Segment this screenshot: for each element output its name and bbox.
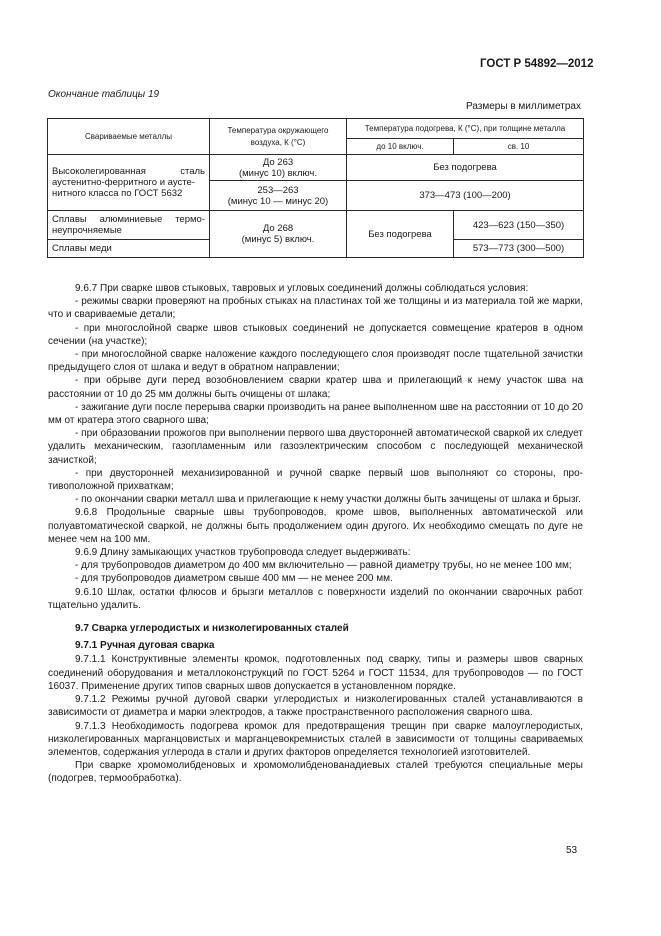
paragraph: 9.6.10 Шлак, остатки флюсов и брызги металлов с поверхности изделий по окончании сварочных работ тщательно удалить. <box>48 586 583 611</box>
high-alloy-metal-word-2: сталь <box>180 166 205 177</box>
aluminium-metal-rest: неупрочняемые <box>52 225 122 236</box>
paragraph: - при многослойной сварке швов стыковых соединений не допускается совмещение кратеров в одном сечении (на участке); <box>48 322 583 347</box>
table-caption: Окончание таблицы 19 <box>48 89 160 100</box>
paragraph: 9.6.7 При сварке швов стыковых, тавровых и угловых соединений должны соблюдаться условия: <box>75 283 529 294</box>
header-ambient-temperature: Температура окружающего воздуха, К (°С) <box>210 119 347 155</box>
aluminium-ambient-line-1: До 268 <box>262 223 294 234</box>
paragraph: 9.7.1.2 Режимы ручной дуговой сварки углеродистых и низколегированных сталей устанавливаются в зависимости от диаметра и марки электродов, а также пространственного расположения сварного шва. <box>48 694 583 719</box>
aluminium-metal-word-3: термо- <box>175 214 205 225</box>
paragraph: - режимы сварки проверяют на пробных стыках на пластинах той же толщины и из материала той же марки, что и свариваемые детали; <box>48 296 583 321</box>
paragraph: - для трубопроводов диаметром свыше 400 мм — не менее 200 мм. <box>75 573 393 585</box>
paragraph: - для трубопроводов диаметром до 400 мм включительно — равной диаметру трубы, но не менее 100 мм; <box>75 560 572 572</box>
paragraph: 9.7.1.1 Конструктивные элементы кромок, подготовленных под сварку, типы и размеры швов сварных соединений оборудования и металлоконструкций по ГОСТ 5264 и ГОСТ 11534, для трубопроводов — по ГОСТ 16037. Применение других типов сварных швов допускается в установленном порядке. <box>48 654 583 692</box>
header-thickness-upto-10: до 10 включ. <box>347 139 454 155</box>
paragraph: При сварке хромомолибденовых и хромомолибденованадиевых сталей требуются специальные меры (подогрев, термообработка). <box>48 760 583 785</box>
subsection-heading: 9.7.1 Ручная дуговая сварка <box>75 640 215 652</box>
header-thickness-over-10: св. 10 <box>454 139 584 155</box>
cell-high-alloy-preheat-b: 373—473 (100—200) <box>347 181 584 211</box>
cell-high-alloy-preheat-a: Без подогрева <box>347 155 584 181</box>
cell-copper-preheat-over-10: 573—773 (300—500) <box>454 240 584 258</box>
aluminium-metal-word-2: алюминиевые <box>99 214 163 225</box>
paragraph: - при образовании прожогов при выполнении первого шва двусторонней автоматической сваркой их следует удалить механическим, газопламенным или газоэлектрическим способом с последующей механической зачисткой; <box>48 428 583 466</box>
section-heading: 9.7 Сварка углеродистых и низколегированных сталей <box>75 623 349 635</box>
high-alloy-ambient-a-line-1: До 263 <box>262 156 294 168</box>
high-alloy-ambient-b-line-2: (минус 10 — минус 20) <box>227 195 329 207</box>
high-alloy-metal-rest: аустенитно-ферритного и аустенитного класса по ГОСТ 5632 <box>52 177 195 199</box>
paragraph: - зажигание дуги после перерыва сварки производить на ранее выполненном шве на расстоянии от 10 до 20 мм от кратера этого сварного шва; <box>48 401 583 427</box>
high-alloy-metal-word-1: Высоколегированная <box>52 166 146 177</box>
paragraph: - по окончании сварки металл шва и прилегающие к нему участки должны быть зачищены от шлака и брызг. <box>75 494 581 506</box>
paragraph: - при двусторонней механизированной и ручной сварке первый шов выполняют со стороны, противоположной прихваткам; <box>48 467 583 493</box>
cell-copper-alloys: Сплавы меди <box>48 240 210 258</box>
aluminium-metal-word-1: Сплавы <box>52 214 87 225</box>
cell-high-alloy-ambient-a <box>210 155 347 181</box>
high-alloy-ambient-a-line-2: (минус 10) включ. <box>238 167 317 179</box>
cell-aluminium-copper-ambient <box>210 211 347 258</box>
header-welded-metals: Свариваемые металлы <box>48 119 210 155</box>
paragraph: 9.6.8 Продольные сварные швы трубопроводов, кроме швов, выполненных автоматической или полуавтоматической сваркой, не должны быть продолжением один другого. Их необходимо смещать по дуге не менее чем на 100 мм. <box>48 507 583 545</box>
cell-high-alloy-ambient-b <box>210 181 347 211</box>
cell-aluminium-copper-preheat-upto-10: Без подогрева <box>347 211 454 258</box>
cell-aluminium-preheat-over-10: 423—623 (150—350) <box>454 211 584 240</box>
standard-designation: ГОСТ Р 54892—2012 <box>480 58 594 70</box>
cell-aluminium-alloys <box>48 211 210 240</box>
paragraph: 9.6.9 Длину замыкающих участков трубопровода следует выдерживать: <box>75 547 411 559</box>
aluminium-ambient-line-2: (минус 5) включ. <box>241 234 315 245</box>
preheat-table <box>47 118 584 258</box>
paragraph: 9.7.1.3 Необходимость подогрева кромок для предотвращения трещин при сварке малоуглеродистых, низколегированных марганцовистых и марганцевокремнистых сталей в зависимости от толщины свариваемых элементов, содержания углерода в стали и других факторов определяется технологией изготовителей. <box>48 720 583 758</box>
table-units-note: Размеры в миллиметрах <box>466 101 581 112</box>
paragraph: - при многослойной сварке наложение каждого последующего слоя производят после тщательной зачистки предыдущего слоя от шлака и ведут в обратном направлении; <box>48 349 583 374</box>
high-alloy-ambient-b-line-1: 253—263 <box>257 184 299 196</box>
paragraph: - при обрыве дуги перед возобновлением сварки кратер шва и прилегающий к нему участок шва на расстоянии от 10 до 25 мм должны быть очищены от шлака; <box>48 375 583 400</box>
page-number: 53 <box>566 845 578 856</box>
body-text <box>48 282 583 786</box>
cell-high-alloy-steel <box>48 155 210 211</box>
header-preheat-temperature: Температура подогрева, К (°С), при толщине металла <box>347 119 584 139</box>
